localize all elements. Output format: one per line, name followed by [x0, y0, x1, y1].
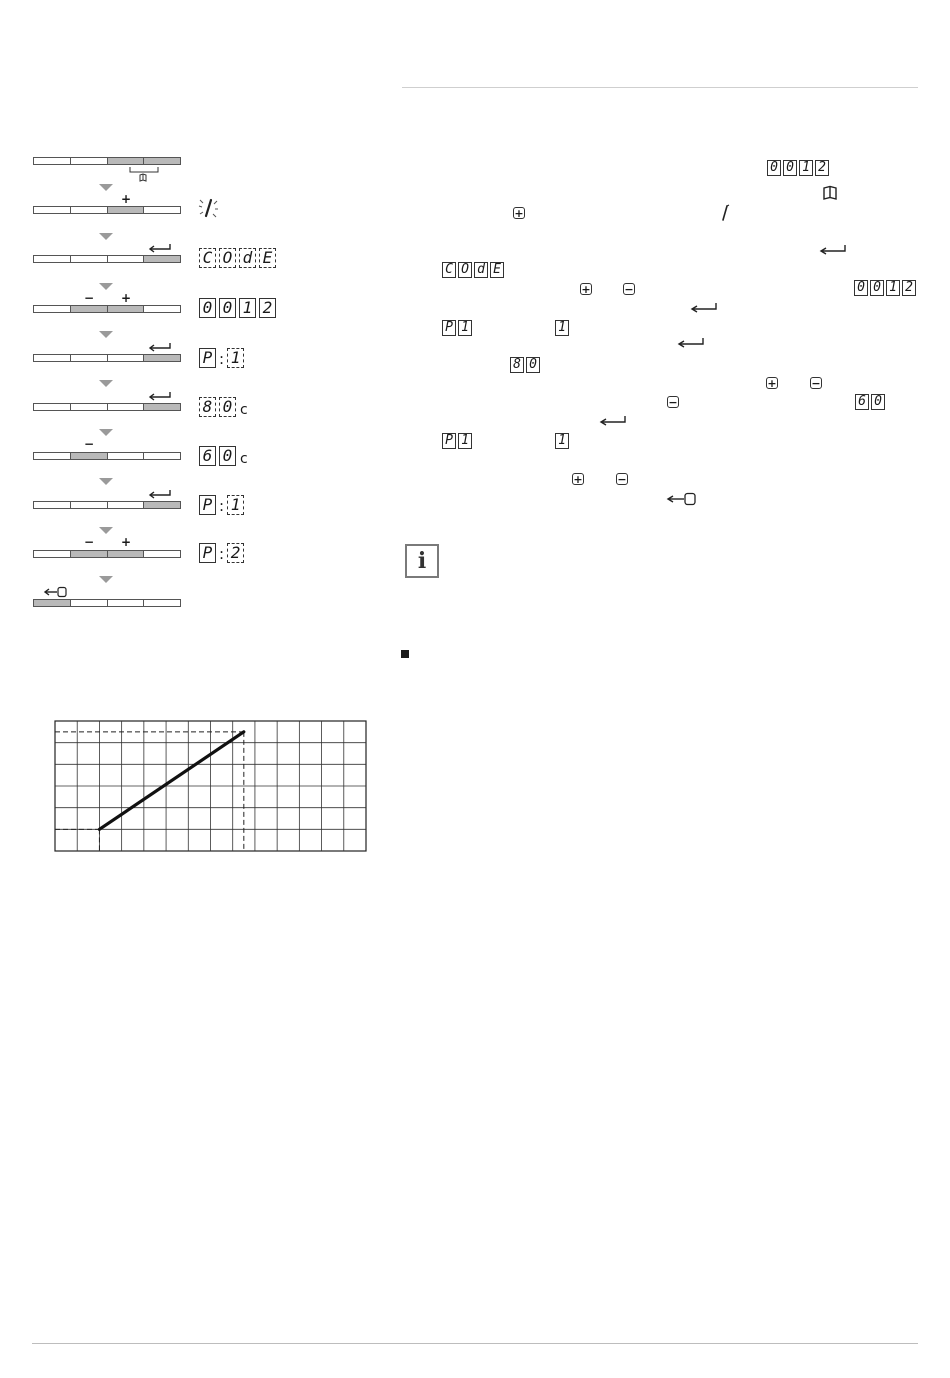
- step-arrow-icon: [99, 576, 113, 583]
- minus-key-icon: −: [617, 473, 627, 486]
- parameter-p1-display: [442, 320, 472, 336]
- display-colon: :: [219, 545, 225, 563]
- control-panel-strip: [33, 157, 181, 165]
- control-panel-strip: [33, 354, 181, 362]
- enter-arrow-icon: [690, 302, 718, 314]
- display-char: P: [199, 348, 216, 368]
- temperature-60-display: [199, 446, 248, 466]
- instructions-panel: [400, 140, 920, 540]
- enter-arrow-icon: [819, 244, 847, 256]
- plus-key-icon: +: [581, 283, 591, 296]
- temperature-80-display: [510, 357, 540, 373]
- exit-arrow-icon: [43, 586, 69, 598]
- display-colon: :: [219, 497, 225, 515]
- enter-arrow-icon: [148, 243, 172, 253]
- enter-arrow-icon: [677, 337, 705, 349]
- display-char: O: [458, 262, 472, 278]
- display-char: 0: [219, 397, 236, 417]
- display-char: 8: [510, 357, 524, 373]
- display-char: 1: [227, 348, 244, 368]
- display-char: 0: [870, 280, 884, 296]
- display-char: C: [442, 262, 456, 278]
- enter-arrow-icon: [148, 391, 172, 401]
- enter-arrow-icon: [148, 489, 172, 499]
- footer-rule: [32, 1343, 918, 1344]
- display-char: 2: [227, 543, 244, 563]
- display-char: 0: [871, 394, 885, 410]
- info-icon: i: [405, 544, 439, 578]
- minus-key-icon: −: [668, 396, 678, 409]
- step-arrow-icon: [99, 429, 113, 436]
- display-char: 1: [555, 433, 569, 449]
- parameter-p1-display: [199, 495, 244, 515]
- display-char: P: [199, 495, 216, 515]
- step-arrow-icon: [99, 331, 113, 338]
- code-value-display: [199, 298, 276, 318]
- display-colon: :: [219, 350, 225, 368]
- plus-key-icon: +: [767, 377, 777, 390]
- temperature-60-display: [855, 394, 885, 410]
- book-icon: [822, 185, 838, 201]
- display-char: 0: [526, 357, 540, 373]
- control-panel-strip: [33, 599, 181, 607]
- minus-key-icon: −: [811, 377, 821, 390]
- temperature-80-display: [199, 397, 248, 417]
- display-char: 6: [199, 446, 216, 466]
- display-char: 1: [886, 280, 900, 296]
- display-char: 1: [799, 160, 813, 176]
- display-char: E: [259, 248, 276, 268]
- display-char: 2: [902, 280, 916, 296]
- display-char: 1: [458, 433, 472, 449]
- section-bullet: [401, 650, 409, 658]
- wrench-blink-icon: [196, 196, 222, 222]
- parameter-p1-display: [442, 433, 472, 449]
- step-arrow-icon: [99, 478, 113, 485]
- display-char: P: [442, 320, 456, 336]
- display-char: d: [239, 248, 256, 268]
- code-display: [442, 262, 504, 278]
- step-arrow-icon: [99, 380, 113, 387]
- wrench-icon: [719, 204, 731, 222]
- plus-symbol: +: [121, 535, 132, 549]
- enter-arrow-icon: [148, 342, 172, 352]
- step-arrow-icon: [99, 283, 113, 290]
- code-value-display: [854, 280, 916, 296]
- header-rule: [402, 87, 918, 88]
- minus-symbol: −: [84, 437, 95, 451]
- display-char: P: [199, 543, 216, 563]
- control-panel-strip: [33, 403, 181, 411]
- display-char: 0: [783, 160, 797, 176]
- plus-key-icon: +: [573, 473, 583, 486]
- parameter-value-display: [555, 320, 569, 336]
- display-char: 6: [855, 394, 869, 410]
- display-char: 8: [199, 397, 216, 417]
- minus-symbol: −: [84, 535, 95, 549]
- plus-symbol: +: [121, 291, 132, 305]
- code-display: [199, 248, 276, 268]
- minus-key-icon: −: [624, 283, 634, 296]
- display-char: 0: [767, 160, 781, 176]
- temperature-unit: c: [240, 451, 248, 467]
- display-char: 0: [199, 298, 216, 318]
- parameter-p1-display: [199, 348, 244, 368]
- step-arrow-icon: [99, 233, 113, 240]
- display-char: 2: [815, 160, 829, 176]
- display-char: 1: [458, 320, 472, 336]
- exit-arrow-icon: [666, 492, 700, 506]
- step-arrow-icon: [99, 527, 113, 534]
- display-char: 0: [219, 446, 236, 466]
- code-value-display: [767, 160, 829, 176]
- control-panel-strip: [33, 452, 181, 460]
- step-arrow-icon: [99, 184, 113, 191]
- temperature-unit: c: [240, 402, 248, 418]
- control-panel-strip: [33, 501, 181, 509]
- display-char: 1: [227, 495, 244, 515]
- display-char: 1: [555, 320, 569, 336]
- parameter-value-display: [555, 433, 569, 449]
- button-sequence-diagram: [0, 0, 390, 620]
- display-char: 0: [854, 280, 868, 296]
- parameter-p2-display: [199, 543, 244, 563]
- plus-key-icon: +: [514, 207, 524, 220]
- display-char: 2: [259, 298, 276, 318]
- control-panel-strip: [33, 550, 181, 558]
- enter-arrow-icon: [599, 415, 627, 427]
- control-panel-strip: [33, 255, 181, 263]
- display-char: O: [219, 248, 236, 268]
- control-panel-strip: [33, 206, 181, 214]
- display-char: 1: [239, 298, 256, 318]
- display-char: P: [442, 433, 456, 449]
- display-char: E: [490, 262, 504, 278]
- display-char: C: [199, 248, 216, 268]
- minus-symbol: −: [84, 291, 95, 305]
- display-char: d: [474, 262, 488, 278]
- book-icon: [129, 166, 159, 184]
- heating-curve-graph: [54, 720, 367, 852]
- plus-symbol: +: [121, 192, 132, 206]
- control-panel-strip: [33, 305, 181, 313]
- display-char: 0: [219, 298, 236, 318]
